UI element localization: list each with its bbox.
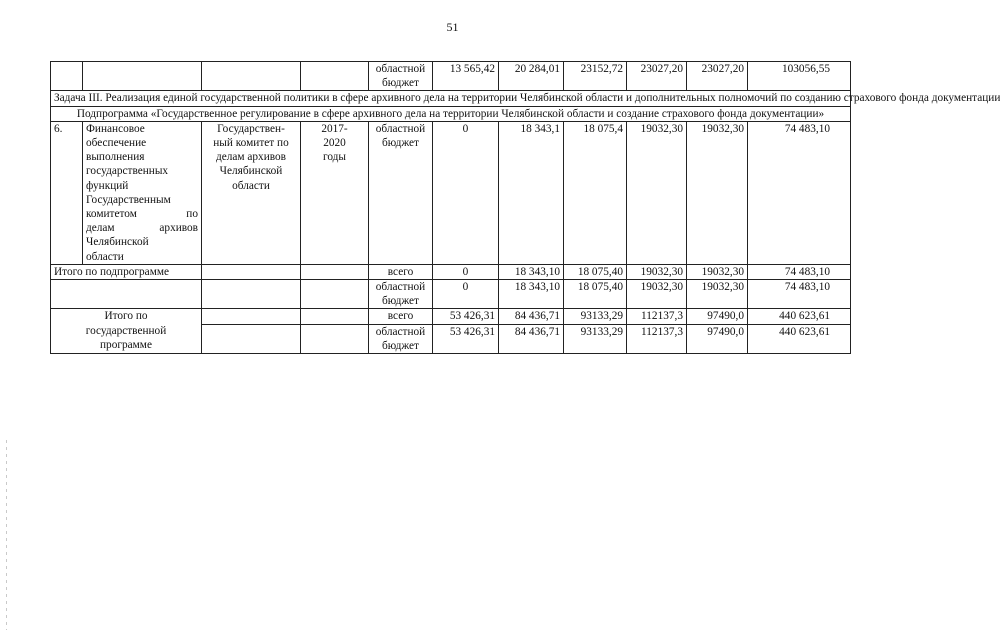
item-name: Финансовое обеспечение выполнения государственных функций Государственным комитетом по делам архивов Челябинской области <box>83 121 202 264</box>
cell-empty <box>202 324 301 353</box>
cell-value: 20 284,01 <box>499 62 564 91</box>
cell-value: 0 <box>433 121 499 264</box>
scan-margin-artifact <box>6 440 7 630</box>
cell-source: всего <box>369 264 433 279</box>
cell-empty <box>202 264 301 279</box>
table-row-item <box>51 121 851 264</box>
cell-empty <box>301 62 369 91</box>
cell-value: 112137,3 <box>627 324 687 353</box>
cell-empty <box>301 264 369 279</box>
cell-value: 93133,29 <box>564 324 627 353</box>
cell-value: 440 623,61 <box>748 309 851 324</box>
task-heading: Задача III. Реализация единой государственной политики в сфере архивного дела на территории Челябинской области и дополнительных полномочий по созданию страхового фонда документации <box>51 91 851 106</box>
cell-value: 74 483,10 <box>748 280 851 309</box>
cell-empty <box>83 62 202 91</box>
cell-empty <box>202 280 301 309</box>
cell-value: 18 075,40 <box>564 264 627 279</box>
budget-table <box>50 61 1000 354</box>
cell-value: 19032,30 <box>687 264 748 279</box>
cell-empty <box>301 324 369 353</box>
subprogram-heading: Подпрограмма «Государственное регулирование в сфере архивного дела на территории Челябинской области и создание страхового фонда документации» <box>51 106 851 121</box>
cell-empty <box>51 280 202 309</box>
item-executor: Государствен- ный комитет по делам архивов Челябинской области <box>202 121 301 264</box>
cell-value: 23027,20 <box>627 62 687 91</box>
cell-value: 19032,30 <box>687 280 748 309</box>
table-row-subprogram-total <box>51 264 851 279</box>
cell-value: 19032,30 <box>627 280 687 309</box>
cell-value: 19032,30 <box>627 264 687 279</box>
page-number: 51 <box>446 20 459 34</box>
cell-value: 18 343,1 <box>499 121 564 264</box>
cell-value: 93133,29 <box>564 309 627 324</box>
table-row-program-total <box>51 309 851 324</box>
cell-value: 18 075,4 <box>564 121 627 264</box>
cell-empty <box>51 62 83 91</box>
cell-value: 84 436,71 <box>499 324 564 353</box>
cell-value: 74 483,10 <box>748 264 851 279</box>
cell-empty <box>202 62 301 91</box>
program-total-label: Итого по государственной программе <box>51 309 202 354</box>
table-row-continuation <box>51 62 851 91</box>
cell-value: 19032,30 <box>627 121 687 264</box>
cell-value: 19032,30 <box>687 121 748 264</box>
subprogram-total-label: Итого по подпрограмме <box>51 264 202 279</box>
item-period: 2017- 2020 годы <box>301 121 369 264</box>
cell-value: 440 623,61 <box>748 324 851 353</box>
cell-value: 74 483,10 <box>748 121 851 264</box>
cell-value: 97490,0 <box>687 309 748 324</box>
cell-value: 23152,72 <box>564 62 627 91</box>
cell-value: 0 <box>433 264 499 279</box>
cell-source: всего <box>369 309 433 324</box>
cell-empty <box>202 309 301 324</box>
cell-value: 18 343,10 <box>499 280 564 309</box>
cell-value: 53 426,31 <box>433 324 499 353</box>
cell-value: 84 436,71 <box>499 309 564 324</box>
cell-value: 23027,20 <box>687 62 748 91</box>
cell-value: 18 343,10 <box>499 264 564 279</box>
table-row-subprogram-budget <box>51 280 851 309</box>
cell-empty <box>301 280 369 309</box>
cell-value: 103056,55 <box>748 62 851 91</box>
cell-source: областной бюджет <box>369 280 433 309</box>
cell-value: 112137,3 <box>627 309 687 324</box>
cell-value: 13 565,42 <box>433 62 499 91</box>
table-row-subprogram-heading <box>51 106 851 121</box>
cell-value: 97490,0 <box>687 324 748 353</box>
cell-empty <box>301 309 369 324</box>
item-number: 6. <box>51 121 83 264</box>
cell-value: 0 <box>433 280 499 309</box>
cell-value: 18 075,40 <box>564 280 627 309</box>
cell-source: областной бюджет <box>369 121 433 264</box>
cell-source: областной бюджет <box>369 324 433 353</box>
table-row-task-heading <box>51 91 851 106</box>
cell-source: областной бюджет <box>369 62 433 91</box>
cell-value: 53 426,31 <box>433 309 499 324</box>
